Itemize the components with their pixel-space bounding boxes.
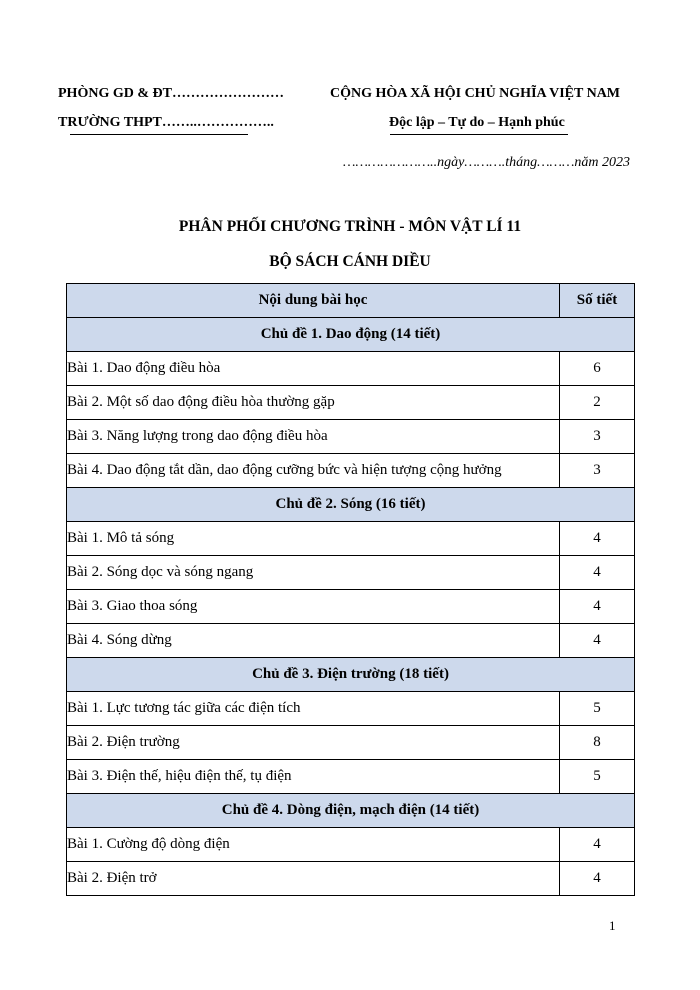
header-periods: Số tiết: [560, 284, 635, 318]
lesson-row: [67, 352, 635, 386]
lesson-periods: 4: [560, 522, 635, 556]
lesson-periods: 6: [560, 352, 635, 386]
page-number: 1: [609, 918, 616, 933]
lesson-title: Bài 3. Giao thoa sóng: [67, 590, 560, 624]
header-left-divider: [70, 134, 248, 135]
lesson-row: [67, 420, 635, 454]
lesson-title: Bài 2. Điện trường: [67, 726, 560, 760]
document-subtitle: BỘ SÁCH CÁNH DIỀU: [269, 253, 431, 270]
lesson-row: [67, 454, 635, 488]
topic-title: Chủ đề 4. Dòng điện, mạch điện (14 tiết): [67, 794, 635, 828]
topic-row: [67, 318, 635, 352]
table-body: [67, 318, 635, 896]
lesson-title: Bài 1. Cường độ dòng điện: [67, 828, 560, 862]
lesson-row: [67, 386, 635, 420]
lesson-periods: 4: [560, 556, 635, 590]
lesson-periods: 3: [560, 454, 635, 488]
lesson-periods: 4: [560, 624, 635, 658]
lesson-title: Bài 2. Sóng dọc và sóng ngang: [67, 556, 560, 590]
lesson-row: [67, 828, 635, 862]
lesson-row: [67, 862, 635, 896]
lesson-periods: 4: [560, 828, 635, 862]
lesson-title: Bài 4. Sóng dừng: [67, 624, 560, 658]
lesson-row: [67, 726, 635, 760]
lesson-periods: 8: [560, 726, 635, 760]
header-content: Nội dung bài học: [67, 284, 560, 318]
lesson-periods: 5: [560, 760, 635, 794]
topic-row: [67, 488, 635, 522]
lesson-periods: 4: [560, 862, 635, 896]
lesson-row: [67, 624, 635, 658]
lesson-periods: 2: [560, 386, 635, 420]
national-title: CỘNG HÒA XÃ HỘI CHỦ NGHĨA VIỆT NAM: [330, 86, 621, 101]
lesson-title: Bài 3. Điện thế, hiệu điện thế, tụ điện: [67, 760, 560, 794]
lesson-periods: 4: [560, 590, 635, 624]
topic-title: Chủ đề 2. Sóng (16 tiết): [67, 488, 635, 522]
lesson-row: [67, 522, 635, 556]
lesson-title: Bài 2. Điện trở: [67, 862, 560, 896]
lesson-periods: 5: [560, 692, 635, 726]
topic-row: [67, 658, 635, 692]
table-header-row: [67, 284, 635, 318]
lesson-title: Bài 4. Dao động tắt dần, dao động cưỡng bức và hiện tượng cộng hưởng: [67, 454, 560, 488]
lesson-title: Bài 2. Một số dao động điều hòa thường gặp: [67, 386, 560, 420]
national-motto: Độc lập – Tự do – Hạnh phúc: [389, 115, 565, 130]
curriculum-table: [66, 283, 635, 896]
date-line: …………………..ngày……….tháng………năm 2023: [343, 155, 631, 170]
topic-title: Chủ đề 1. Dao động (14 tiết): [67, 318, 635, 352]
lesson-row: [67, 692, 635, 726]
lesson-title: Bài 3. Năng lượng trong dao động điều hòa: [67, 420, 560, 454]
topic-row: [67, 794, 635, 828]
topic-title: Chủ đề 3. Điện trường (18 tiết): [67, 658, 635, 692]
document-title: PHÂN PHỐI CHƯƠNG TRÌNH - MÔN VẬT LÍ 11: [178, 218, 522, 235]
lesson-row: [67, 556, 635, 590]
lesson-title: Bài 1. Mô tả sóng: [67, 522, 560, 556]
lesson-row: [67, 760, 635, 794]
lesson-title: Bài 1. Dao động điều hòa: [67, 352, 560, 386]
lesson-periods: 3: [560, 420, 635, 454]
department-line: PHÒNG GD & ĐT……………………: [58, 86, 284, 101]
lesson-row: [67, 590, 635, 624]
lesson-title: Bài 1. Lực tương tác giữa các điện tích: [67, 692, 560, 726]
header-right-divider: [390, 134, 568, 135]
school-line: TRƯỜNG THPT……..……………..: [58, 115, 274, 130]
